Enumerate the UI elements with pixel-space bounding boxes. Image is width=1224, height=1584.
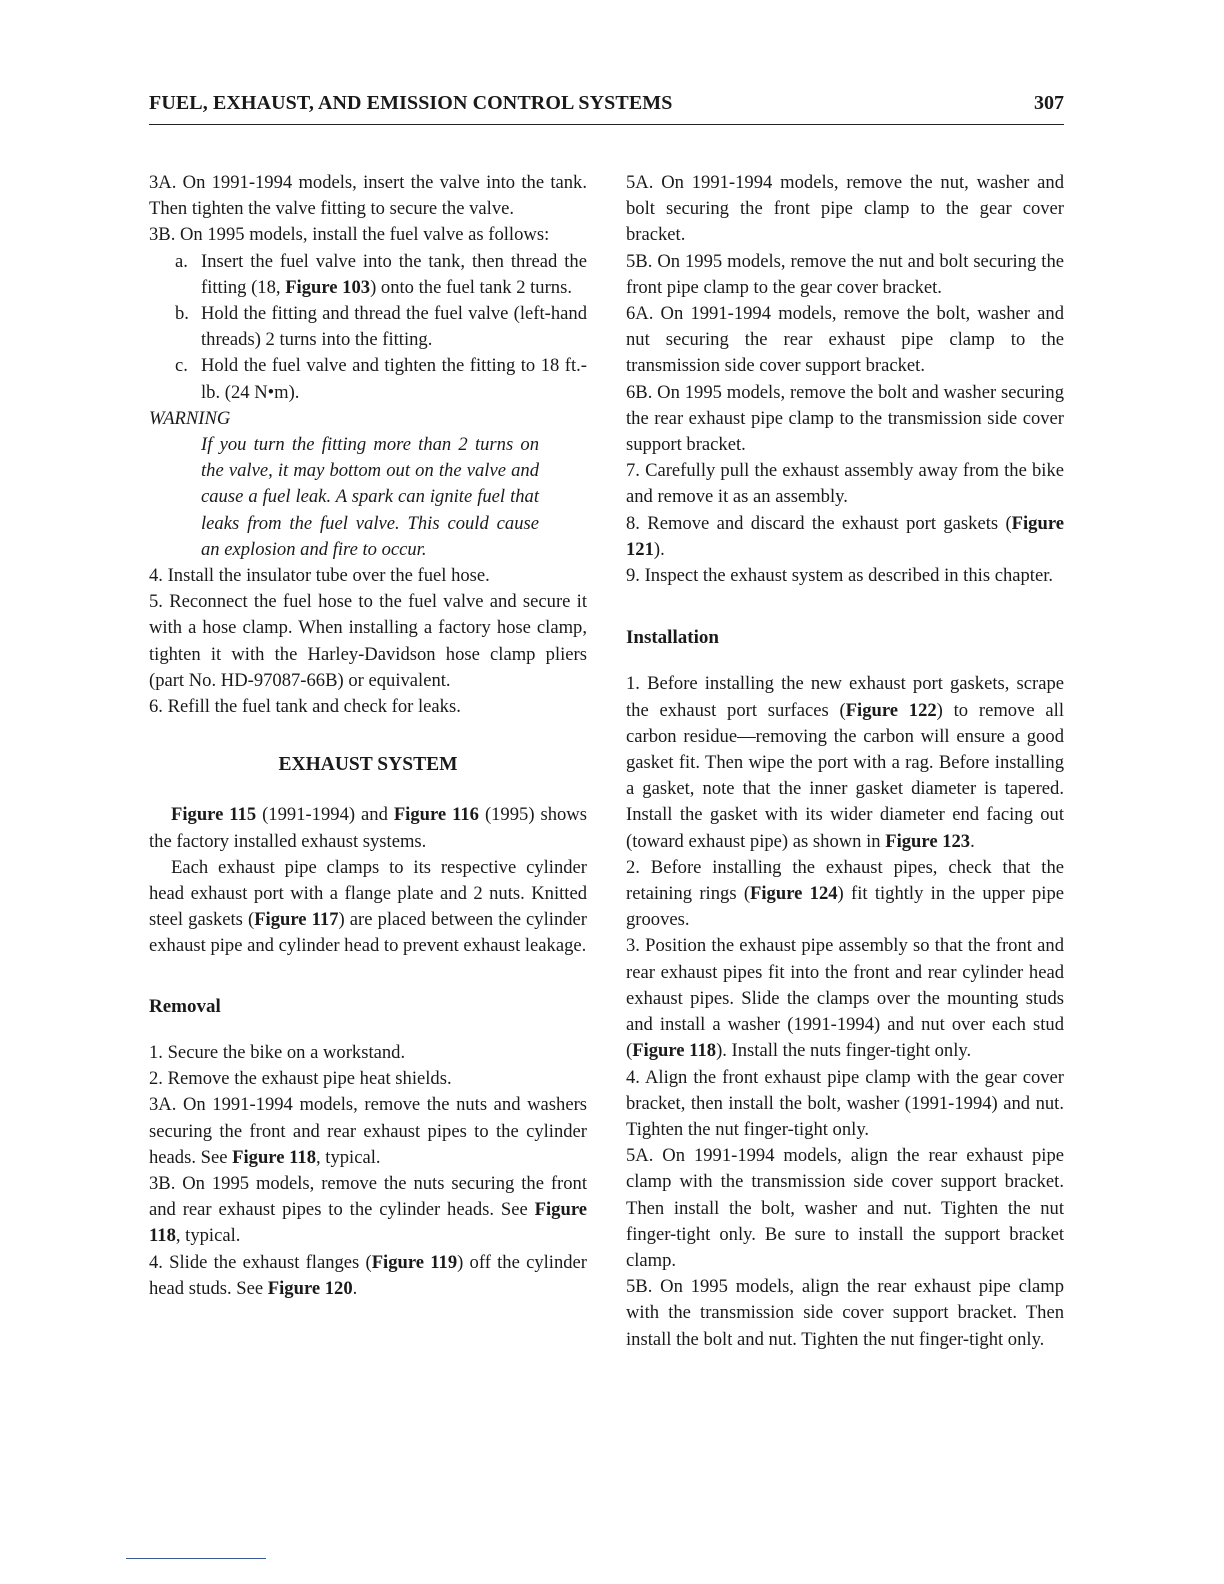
figure-reference: Figure 119: [371, 1251, 458, 1273]
figure-reference: Figure 123: [885, 830, 971, 852]
removal-step-9: 9. Inspect the exhaust system as described in this chapter.: [626, 565, 1054, 587]
removal-step-2: 2. Remove the exhaust pipe heat shields.: [149, 1068, 452, 1090]
removal-step-6a: 6A. On 1991-1994 models, remove the bolt, washer and nut securing the rear exhaust pipe clamp to the transmission side cover support bracket.: [626, 303, 1064, 377]
figure-reference: Figure 124: [750, 883, 838, 905]
installation-step-5a: 5A. On 1991-1994 models, align the rear exhaust pipe clamp with the transmission side cover support bracket. Then install the bolt, washer and nut. Tighten the nut finger-tight only. Be sure to install the support bracket clamp.: [626, 1145, 1064, 1271]
figure-reference: Figure 120: [267, 1277, 353, 1299]
removal-step-3a: 3A. On 1991-1994 models, remove the nuts and washers securing the front and rear exhaust pipes to the cylinder heads. See Figure 118, typical.: [149, 1094, 587, 1168]
removal-step-4: 4. Slide the exhaust flanges (Figure 119) off the cylinder head studs. See Figure 120.: [149, 1251, 587, 1299]
removal-step-7: 7. Carefully pull the exhaust assembly away from the bike and remove it as an assembly.: [626, 460, 1064, 508]
step-5: 5. Reconnect the fuel hose to the fuel valve and secure it with a hose clamp. When installing a factory hose clamp, tighten it with the Harley-Davidson hose clamp pliers (part No. HD-97087-66B) or equivalent.: [149, 591, 587, 691]
left-column: [149, 170, 587, 1302]
subsection-title-installation: Installation: [626, 627, 719, 649]
step-3a: 3A. On 1991-1994 models, insert the valve into the tank. Then tighten the valve fitting to secure the valve.: [149, 172, 587, 220]
installation-step-5b: 5B. On 1995 models, align the rear exhaust pipe clamp with the transmission side cover support bracket. Then install the bolt and nut. Tighten the nut finger-tight only.: [626, 1276, 1064, 1350]
right-column: [626, 170, 1064, 1353]
removal-step-5a: 5A. On 1991-1994 models, remove the nut, washer and bolt securing the front pipe clamp to the gear cover bracket.: [626, 172, 1064, 246]
installation-step-2: 2. Before installing the exhaust pipes, check that the retaining rings (Figure 124) fit tightly in the upper pipe grooves.: [626, 856, 1065, 931]
installation-step-1: 1. Before installing the new exhaust port gaskets, scrape the exhaust port surfaces (Figure 122) to remove all carbon residue—removing the carbon will ensure a good gasket fit. Then wipe the port with a rag. Before installing a gasket, note that the inner gasket diameter is tapered. Install the gasket with its wider diameter end facing out (toward exhaust pipe) as shown in Figure 123.: [626, 673, 1064, 852]
figure-reference: Figure 103: [285, 276, 371, 298]
figure-reference: Figure 118: [149, 1199, 587, 1247]
warning-title: WARNING: [149, 407, 231, 429]
figure-reference: Figure 115: [171, 804, 257, 826]
step-6: 6. Refill the fuel tank and check for leaks.: [149, 696, 461, 718]
figure-reference: Figure 118: [232, 1146, 316, 1168]
removal-step-6b: 6B. On 1995 models, remove the bolt and washer securing the rear exhaust pipe clamp to the transmission side cover support bracket.: [626, 381, 1064, 456]
page-header: [149, 92, 1064, 125]
figure-reference: Figure 122: [845, 699, 937, 721]
figure-reference: Figure 118: [632, 1040, 717, 1062]
section-title-exhaust-system: EXHAUST SYSTEM: [278, 754, 458, 776]
substep-b: b. Hold the fitting and thread the fuel valve (left-hand threads) 2 turns into the fitting.: [175, 303, 587, 351]
chapter-title: FUEL, EXHAUST, AND EMISSION CONTROL SYSTEMS: [149, 92, 673, 114]
installation-step-4: 4. Align the front exhaust pipe clamp with the gear cover bracket, then install the bolt, washer (1991-1994) and nut. Tighten the nut finger-tight only.: [626, 1066, 1064, 1140]
substep-label: a.: [175, 250, 188, 272]
installation-step-3: 3. Position the exhaust pipe assembly so that the front and rear exhaust pipes fit into the front and rear cylinder head exhaust pipes. Slide the clamps over the mounting studs and install a washer (1991-1994) and nut over each stud (Figure 118). Install the nuts finger-tight only.: [626, 935, 1064, 1062]
footer-rule: [126, 1558, 266, 1559]
substep-label: b.: [175, 303, 189, 325]
figure-reference: Figure 121: [626, 512, 1064, 560]
step-4: 4. Install the insulator tube over the fuel hose.: [149, 565, 490, 587]
step-3b: 3B. On 1995 models, install the fuel valve as follows:: [149, 224, 550, 246]
intro-paragraph-2: Each exhaust pipe clamps to its respective cylinder head exhaust port with a flange plate and 2 nuts. Knitted steel gaskets (Figure 117) are placed between the cylinder exhaust pipe and cylinder head to prevent exhaust leakage.: [149, 856, 587, 957]
removal-step-1: 1. Secure the bike on a workstand.: [149, 1041, 406, 1063]
figure-reference: Figure 117: [254, 909, 339, 931]
removal-step-8: 8. Remove and discard the exhaust port gaskets (Figure 121).: [626, 512, 1064, 560]
subsection-title-removal: Removal: [149, 995, 221, 1017]
removal-step-5b: 5B. On 1995 models, remove the nut and bolt securing the front pipe clamp to the gear cover bracket.: [626, 250, 1064, 298]
substep-c: c. Hold the fuel valve and tighten the fitting to 18 ft.-lb. (24 N•m).: [175, 355, 587, 403]
intro-paragraph-1: Figure 115 (1991-1994) and Figure 116 (1995) shows the factory installed exhaust systems.: [149, 804, 587, 852]
figure-reference: Figure 116: [393, 804, 479, 826]
substep-label: c.: [175, 355, 188, 377]
removal-step-3b: 3B. On 1995 models, remove the nuts securing the front and rear exhaust pipes to the cylinder heads. See Figure 118, typical.: [149, 1172, 587, 1247]
page-number: 307: [1034, 92, 1064, 114]
warning-text: If you turn the fitting more than 2 turns on the valve, it may bottom out on the valve and cause a fuel leak. A spark can ignite fuel that leaks from the fuel valve. This could cause an explosion and fire to occur.: [201, 434, 539, 560]
substep-a: a. Insert the fuel valve into the tank, then thread the fitting (18, Figure 103) onto the fuel tank 2 turns.: [175, 250, 587, 298]
